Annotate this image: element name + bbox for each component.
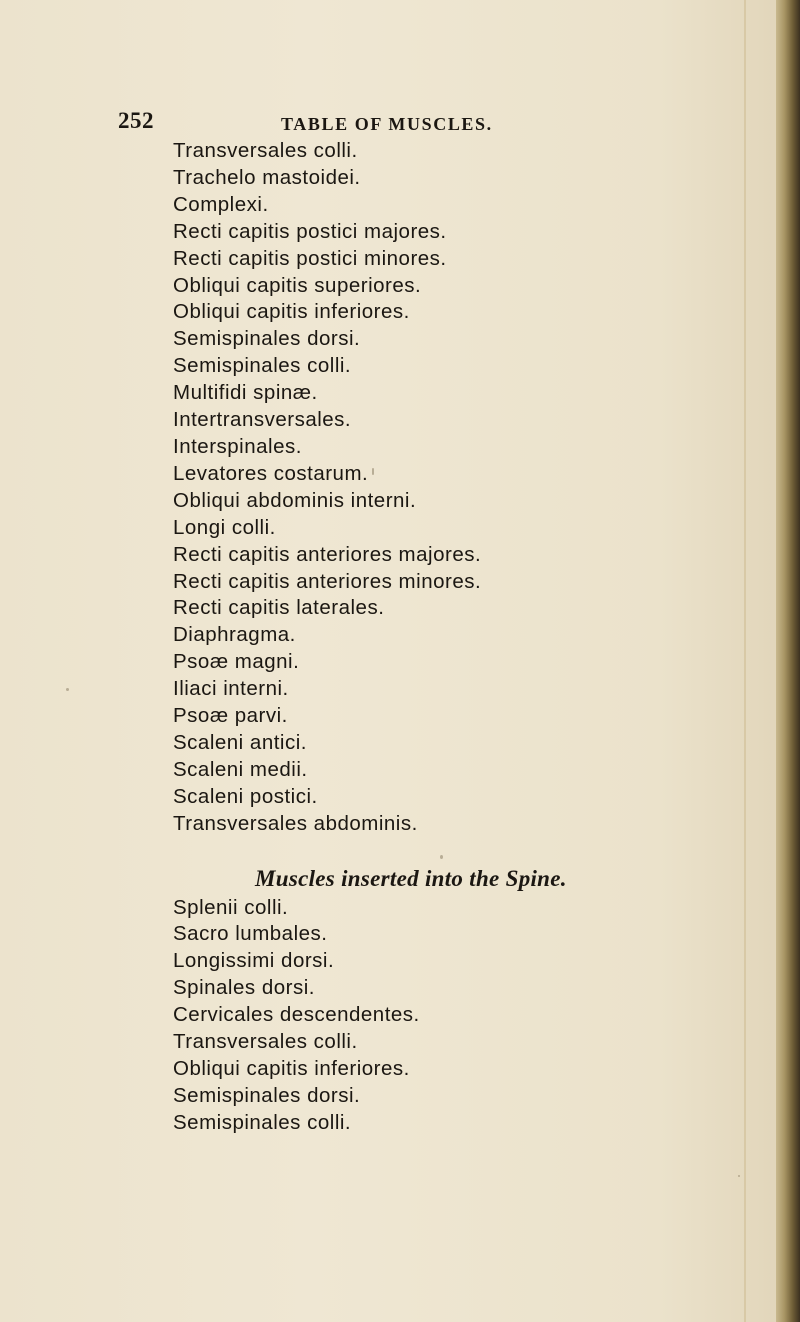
muscle-entry: Interspinales. (173, 434, 302, 458)
book-binding (776, 0, 800, 1322)
inserted-muscle-entry: Cervicales descendentes. (173, 1003, 420, 1027)
page-number: 252 (118, 108, 154, 133)
muscle-entry: Recti capitis anteriores minores. (173, 569, 482, 593)
muscle-entry: Semispinales dorsi. (173, 327, 361, 351)
paper-speck (440, 855, 443, 859)
muscle-entry: Levatores costarum. (173, 461, 369, 485)
inserted-muscle-entry: Longissimi dorsi. (173, 949, 335, 973)
muscle-entry: Transversales abdominis. (173, 811, 418, 835)
inserted-muscle-entry: Splenii colli. (173, 895, 289, 919)
muscle-entry: Trachelo mastoidei. (173, 165, 361, 189)
muscle-entry: Complexi. (173, 192, 269, 216)
muscle-entry: Multifidi spinæ. (173, 381, 318, 405)
muscle-entry: Scaleni antici. (173, 730, 307, 754)
muscle-entry: Intertransversales. (173, 408, 352, 432)
muscle-entry: Recti capitis laterales. (173, 596, 385, 620)
inserted-muscle-list (173, 895, 733, 1137)
muscle-list (173, 138, 733, 838)
muscle-entry: Diaphragma. (173, 623, 296, 647)
running-title: TABLE OF MUSCLES. (281, 114, 493, 134)
inserted-muscle-entry: Semispinales dorsi. (173, 1083, 361, 1107)
inserted-muscle-entry: Semispinales colli. (173, 1110, 352, 1134)
muscle-entry: Psoæ parvi. (173, 704, 288, 728)
inserted-muscle-entry: Obliqui capitis inferiores. (173, 1057, 410, 1080)
muscle-entry: Recti capitis anteriores majores. (173, 542, 482, 566)
inserted-muscle-entry: Spinales dorsi. (173, 976, 315, 1000)
inserted-muscle-entry: Transversales colli. (173, 1030, 358, 1054)
muscle-entry: Scaleni postici. (173, 784, 318, 808)
muscle-entry: Obliqui capitis inferiores. (173, 300, 410, 324)
muscle-entry: Iliaci interni. (173, 677, 289, 701)
page-header (0, 108, 776, 138)
muscle-entry: Semispinales colli. (173, 354, 352, 378)
muscle-entry: Recti capitis postici majores. (173, 219, 447, 243)
muscle-entry: Obliqui abdominis interni. (173, 488, 417, 512)
muscle-entry: Longi colli. (173, 515, 276, 539)
inserted-muscle-entry: Sacro lumbales. (173, 922, 328, 946)
muscle-entry: Psoæ magni. (173, 650, 300, 674)
muscle-entry: Recti capitis postici minores. (173, 246, 447, 270)
paper-speck (738, 1175, 740, 1177)
muscle-entry: Transversales colli. (173, 139, 358, 162)
muscle-entry: Scaleni medii. (173, 757, 308, 781)
muscle-table (173, 138, 733, 1137)
muscle-entry: Obliqui capitis superiores. (173, 273, 422, 297)
section-heading: Muscles inserted into the Spine. (255, 865, 567, 891)
paper-speck (66, 688, 69, 691)
page-edge-line (744, 0, 746, 1322)
paper-speck (372, 468, 374, 475)
